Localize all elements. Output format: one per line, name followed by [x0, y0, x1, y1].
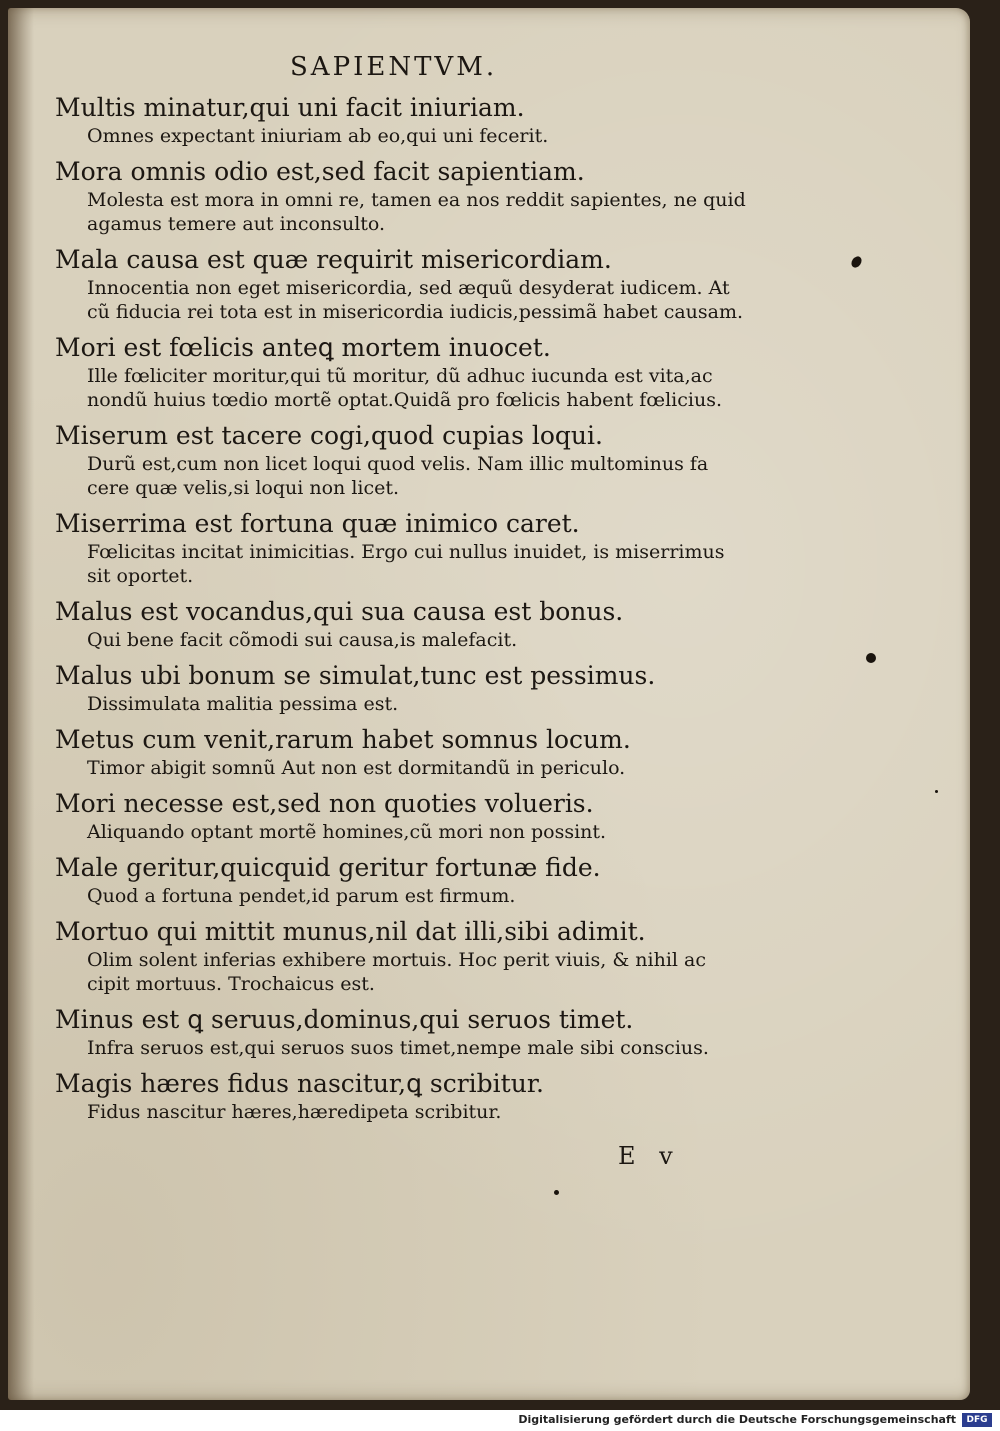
- entry: [55, 1068, 745, 1132]
- gloss-line: Aliquando optant mortẽ homines,cũ mori non possint.: [87, 821, 607, 843]
- signature-mark: E v: [618, 1142, 681, 1170]
- maxim-text: Malus ubi bonum se simulat,tunc est pessimus.: [55, 661, 656, 690]
- maxim-text: Miserum est tacere cogi,quod cupias loqui.: [55, 421, 603, 450]
- gloss-line: Dissimulata malitia pessima est.: [87, 693, 399, 715]
- entry: [55, 788, 745, 852]
- dfg-logo: DFG: [962, 1413, 992, 1427]
- maxim-text: Mala causa est quæ requirit misericordiam.: [55, 245, 612, 274]
- ink-speck: [554, 1190, 559, 1195]
- entry: [55, 92, 745, 156]
- credit-bar: [0, 1410, 1000, 1431]
- entry: [55, 596, 745, 660]
- ink-speck: [866, 653, 876, 663]
- entry: [55, 332, 745, 420]
- gloss-line: Timor abigit somnũ Aut non est dormitandũ in periculo.: [87, 757, 626, 779]
- entry: [55, 420, 745, 508]
- gloss-line: Olim solent inferias exhibere mortuis. Hoc perit viuis, & nihil ac: [87, 949, 706, 971]
- gloss-line: Omnes expectant iniuriam ab eo,qui uni fecerit.: [87, 125, 549, 147]
- maxim-text: Miserrima est fortuna quæ inimico caret.: [55, 509, 580, 538]
- entry: [55, 244, 745, 332]
- gloss-line: cere quæ velis,si loqui non licet.: [87, 477, 400, 499]
- gloss-line: Qui bene facit cõmodi sui causa,is malefacit.: [87, 629, 518, 651]
- gloss-line: Molesta est mora in omni re, tamen ea nos reddit sapientes, ne quid: [87, 189, 746, 211]
- maxim-text: Minus est ꝗ seruus,dominus,qui seruos timet.: [55, 1005, 634, 1034]
- gloss-line: Innocentia non eget misericordia, sed æquũ desyderat iudicem. At: [87, 277, 730, 299]
- funding-credit: Digitalisierung gefördert durch die Deutsche Forschungsgemeinschaft: [518, 1413, 956, 1426]
- maxim-text: Malus est vocandus,qui sua causa est bonus.: [55, 597, 624, 626]
- entry: [55, 156, 745, 244]
- entry: [55, 852, 745, 916]
- entry: [55, 724, 745, 788]
- gloss-line: Quod a fortuna pendet,id parum est firmum.: [87, 885, 516, 907]
- running-header: SAPIENTVM.: [290, 52, 498, 82]
- gloss-line: Durũ est,cum non licet loqui quod velis. Nam illic multominus fa: [87, 453, 709, 475]
- entries-list: [55, 92, 745, 1132]
- gloss-line: nondũ huius tœdio mortẽ optat.Quidã pro fœlicis habent fœlicius.: [87, 389, 722, 411]
- gloss-line: Fidus nascitur hæres,hæredipeta scribitur.: [87, 1101, 502, 1123]
- gloss-line: Fœlicitas incitat inimicitias. Ergo cui nullus inuidet, is miserrimus: [87, 541, 725, 563]
- page-gutter-shadow: [8, 8, 34, 1400]
- gloss-line: Infra seruos est,qui seruos suos timet,nempe male sibi conscius.: [87, 1037, 709, 1059]
- entry: [55, 916, 745, 1004]
- maxim-text: Mora omnis odio est,sed facit sapientiam.: [55, 157, 585, 186]
- entry: [55, 1004, 745, 1068]
- maxim-text: Male geritur,quicquid geritur fortunæ fide.: [55, 853, 601, 882]
- maxim-text: Mortuo qui mittit munus,nil dat illi,sibi adimit.: [55, 917, 646, 946]
- maxim-text: Mori est fœlicis anteꝗ mortem inuocet.: [55, 333, 551, 362]
- entry: [55, 508, 745, 596]
- maxim-text: Mori necesse est,sed non quoties volueris.: [55, 789, 594, 818]
- gloss-line: cipit mortuus. Trochaicus est.: [87, 973, 375, 995]
- gloss-line: cũ fiducia rei tota est in misericordia iudicis,pessimã habet causam.: [87, 301, 744, 323]
- entry: [55, 660, 745, 724]
- ink-speck: [935, 790, 938, 793]
- maxim-text: Metus cum venit,rarum habet somnus locum.: [55, 725, 631, 754]
- gloss-line: sit oportet.: [87, 565, 194, 587]
- maxim-text: Magis hæres fidus nascitur,ꝗ scribitur.: [55, 1069, 544, 1098]
- maxim-text: Multis minatur,qui uni facit iniuriam.: [55, 93, 525, 122]
- gloss-line: Ille fœliciter moritur,qui tũ moritur, dũ adhuc iucunda est vita,ac: [87, 365, 713, 387]
- gloss-line: agamus temere aut inconsulto.: [87, 213, 386, 235]
